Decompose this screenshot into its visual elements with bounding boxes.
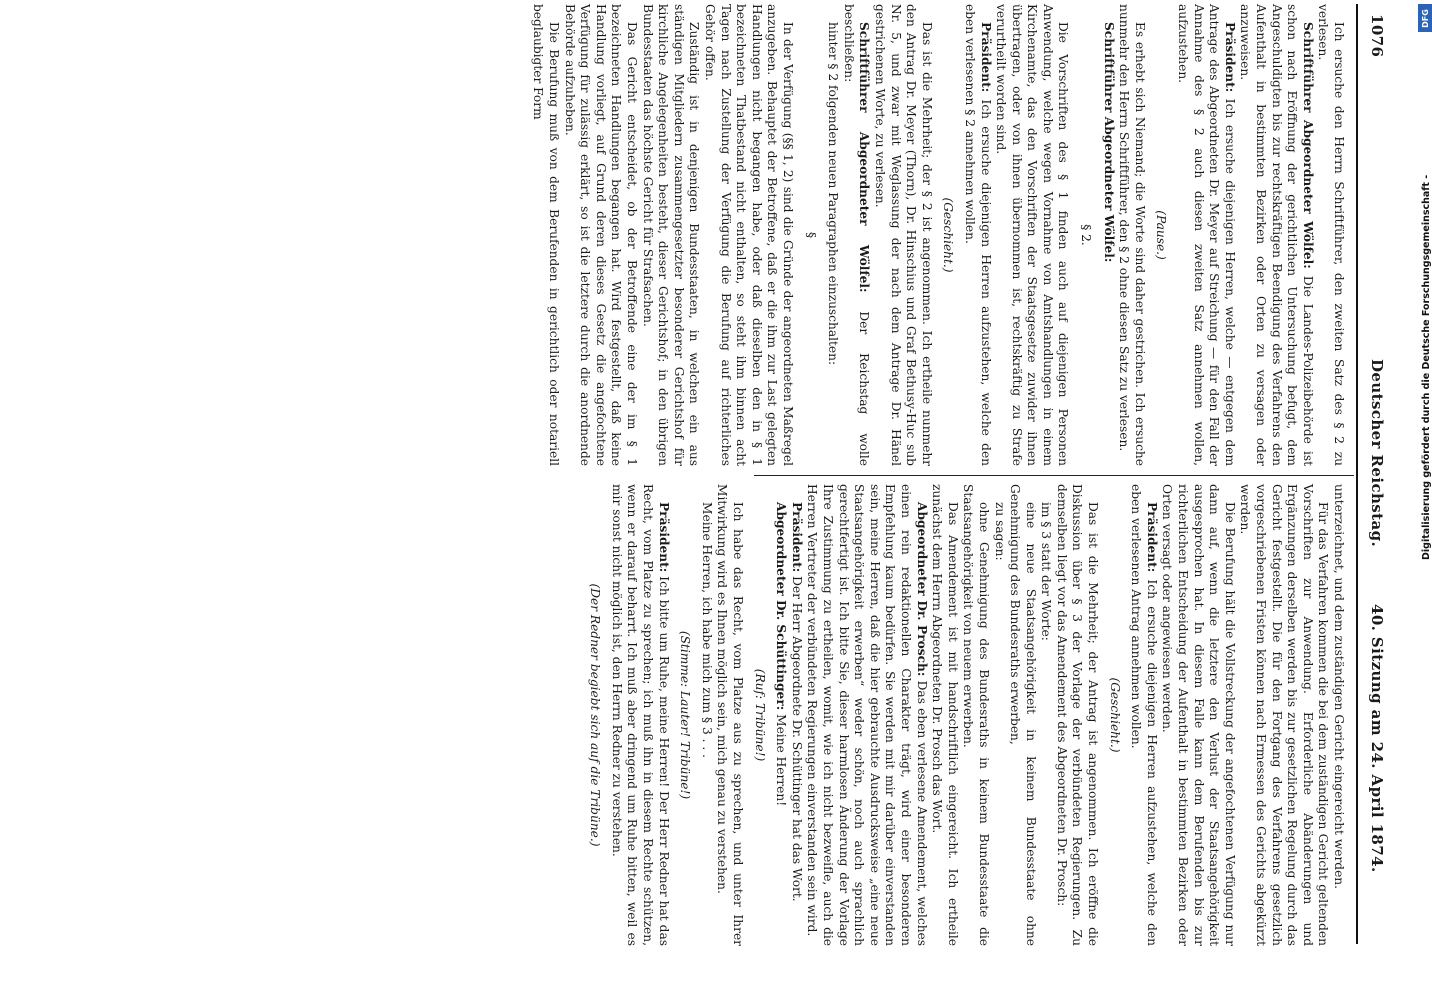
speaker-name: Präsident: [789,502,804,573]
paragraph: Es erhebt sich Niemand; die Worte sind daher gestrichen. Ich ersuche nunmehr den Herrn Schriftführer, den § 2 ohne diesen Satz zu verlesen. [1117,4,1147,466]
stage-direction: (Pause.) [1154,210,1169,260]
stage-direction: (Stimme: Lauter! Tribüne!) [678,630,693,800]
paragraph [1174,4,1236,466]
paragraph: unterzeichnet, und dem zuständigen Gericht eingereicht werden. [1332,484,1346,890]
paragraph: ohne Genehmigung des Bundesraths in keinem Bundesstaate die Staatsangehörigkeit von neuem erwerben. [961,484,991,946]
session-title: 40. Sitzung am 24. April 1874. [1368,604,1386,873]
page-number: 1076 [1368,14,1386,58]
dfg-logo [1418,4,1432,32]
paragraph: zu sagen: [992,502,1007,561]
stage-direction: (Geschieht.) [1107,677,1122,753]
paragraph [804,484,929,946]
speech-text: Ich ersuche diejenigen Herren aufzustehen, welche den eben verlesenen § 2 annehmen wollen. [962,4,993,467]
paragraph: Die Vorschriften des § 1 finden auch auf diejenigen Personen Anwendung, welche wegen Vornahme von Amtshandlungen in einem Kirchenamte, das den Vorschriften der Staatsgesetze zuwider ihnen übertragen, oder von ihnen übernommen ist, rechtskräftig zu Strafe verurtheilt worden sind. [994,4,1071,466]
paragraph: Das ist die Mehrheit; der Antrag ist angenommen. Ich eröffne die Diskussion über § 3 der Vorlage der verbündeten Regierungen. Zu demselben liegt vor das Amendement des Abgeordneten Dr. Prosch: [1054,484,1101,946]
paragraph: Das ist die Mehrheit; der § 2 ist angenommen. Ich ertheile nunmehr den Antrag Dr. Meyer (Thorn), Dr. Hinschius und Graf Bethusy-Huc sub Nr. 5, und zwar mit Weglassung der nach dem Antrage Dr. Hänel gestrichenen Worte, zu verlesen. [872,4,934,466]
speaker-name: Präsident: [1222,22,1237,93]
section-heading: § [803,231,818,239]
speech-text: Der Reichstag wolle beschließen: [841,4,872,466]
paragraph: Meine Herren, ich habe mich zum § 3 . . . [699,502,714,758]
journal-title: Deutscher Reichstag. [1368,359,1386,548]
speaker-name: Präsident: [978,22,993,93]
paragraph: Das Amendement ist mit handschriftlich eingereicht. Ich ertheile zunächst dem Herrn Abgeordneten Dr. Prosch das Wort. [930,484,960,946]
paragraph: eine neue Staatsangehörigkeit in keinem Bundesstaate ohne Genehmigung des Bundesraths erwerben, [1008,484,1038,946]
paragraph [773,484,789,946]
paragraph: Die Berufung muß von dem Berufenden in gerichtlich oder notariell beglaubigter Form [531,4,562,466]
speech-text: Der Herr Abgeordnete Dr. Schüttinger hat das Wort. [789,576,804,902]
paragraph: Für das Verfahren kommen die bei dem zuständigen Gericht geltenden Vorschriften zur Anwendung. Erforderliche Abänderungen und Ergänzungen derselben werden bis zur gesetzlichen Regelung durch das Gericht festgestellt. Die für den Fortgang des Verfahrens gesetzlich vorgeschriebenen Fristen können nach Ermessen des Gerichts abgekürzt werden. [1238,484,1331,946]
dfg-logo-text: DFG [1420,8,1430,28]
speech-text: Ich ersuche diejenigen Herren aufzustehen, welche den eben verlesenen Antrag annehmen wollen. [1129,484,1159,947]
paragraph [961,4,992,466]
speech-text: Ich bitte um Ruhe, meine Herren! Der Herr Redner hat das Recht, vom Platze zu sprechen; ich muß ihn in diesem Rechte schützen, wenn er darauf beharrt. Ich muß aber dringend um Ruhe bitten, weil es mir sonst nicht möglich ist, den Herrn Redner zu verstehen. [609,484,671,947]
paragraph [1128,484,1159,946]
running-header [1360,14,1386,946]
speech-text: Ich ersuche diejenigen Herren, welche — entgegen dem Antrage des Abgeordneten Dr. Meyer auf Streichung — für den Fall der Annahme des § 2 auch diesen zweiten Satz annehmen wollen, aufzustehen. [1176,4,1237,467]
speech-text: Das eben verlesene Amendement, welches einen rein redaktionellen Charakter trägt, wird einer besonderen Empfehlung kaum bedürfen. Sie werden mit mir darüber einverstanden sein, meine Herren, daß die hier gebrauchte Ausdrucksweise „eine neue Staatsangehörigkeit erwerben“ weder schön, noch auch sprachlich gerechtfertigt ist. Ich bitte Sie, dieser harmlosen Änderung der Vorlage Ihre Zustimmung zu ertheilen, womit, wie ich nicht bezweifle, auch die Herren Vertreter der verbündeten Regierungen einverstanden sein wird. [805,484,929,947]
header-rule [1356,4,1358,944]
paragraph [788,484,804,946]
paragraph [1237,4,1315,466]
paragraph: Zuständig ist in denjenigen Bundesstaaten, in welchen ein aus ständigen Mitgliedern zusammengesetzter besonderer Gerichtshof für kirchliche Angelegenheiten besteht, dieser Gerichtshof; in den übrigen Bundesstaaten das höchste Gericht für Strafsachen. [640,4,702,466]
section-heading: § 2. [1079,224,1094,246]
speaker-name: Schriftführer Abgeordneter Wölfel: [857,22,872,293]
speaker-name: Präsident: [1144,502,1159,573]
paragraph: Ich ersuche den Herrn Schriftführer, den zweiten Satz des § 2 zu verlesen. [1316,4,1346,466]
speaker-name: Präsident: [656,502,671,573]
speech-text: Meine Herren! [774,714,789,807]
paragraph [840,4,871,466]
speech-text: Die Landes-Polizeibehörde ist schon nach Eröffnung der gerichtlichen Untersuchung befugt, dem Angeschuldigten bis zur rechtskräftigen Beendigung des Verfahrens den Aufenthalt in bestimmten Bezirken oder Orten zu versagen oder anzuweisen. [1238,4,1315,467]
right-column [581,484,1346,946]
paragraph: hinter § 2 folgenden neuen Paragraphen einzuschalten: [826,22,841,366]
digitization-credit [1418,0,1432,1000]
speaker-name: Abgeordneter Dr. Prosch: [914,502,929,677]
column-divider [754,475,1354,476]
paragraph: Das Gericht entscheidet, ob der Betroffende eine der im § 1 bezeichneten Handlungen begangen hat. Wird festgestellt, daß keine Handlung vorliegt, auf Grund deren dieses Gesetz die angefochtene Verfügung für zulässig erklärt, so ist die letztere durch die anordnende Behörde aufzuheben. [562,4,640,466]
paragraph: In der Verfügung (§§ 1, 2) sind die Gründe der angeordneten Maßregel anzugeben. Behauptet der Betroffene, daß er die ihm zur Last gelegten Handlungen nicht begangen habe, oder daß dieselben den in § 1 bezeichneten Thatbestand nicht enthalten, so steht ihm binnen acht Tagen nach Zustellung der Verfügung die Berufung auf richterliches Gehör offen. [703,4,795,466]
speaker-name: Schriftführer Abgeordneter Wölfel: [1300,22,1315,269]
paragraph: Die Berufung hält die Vollstreckung der angefochtenen Verfügung nur dann auf, wenn die letztere den Verlust der Staatsangehörigkeit ausgesprochen hat. In diesem Falle kann dem Berufenden bis zur richterlichen Entscheidung der Aufenthalt in bestimmten Bezirken oder Orten versagt oder angewiesen werden. [1160,484,1237,946]
document-page [18,4,1410,996]
paragraph [1100,4,1116,466]
stage-direction: (Ruf: Tribüne!) [752,668,767,762]
left-column [530,4,1346,466]
credit-text: Digitalisierung gefördert durch die Deutsche Forschungsgemeinschaft - [1421,174,1432,560]
paragraph: im § 3 statt der Worte: [1039,502,1054,641]
stage-direction: (Der Redner begiebt sich auf die Tribüne.) [588,583,603,847]
speaker-name: Abgeordneter Dr. Schüttinger: [774,502,789,711]
speaker-name: Schriftführer Abgeordneter Wölfel: [1101,22,1116,263]
paragraph: Ich habe das Recht, vom Platze aus zu sprechen, und unter Ihrer Mitwirkung wird es Ihnen möglich sein, mich genau zu verstehen. [715,484,746,946]
stage-direction: (Geschieht.) [941,197,956,273]
paragraph [608,484,670,946]
